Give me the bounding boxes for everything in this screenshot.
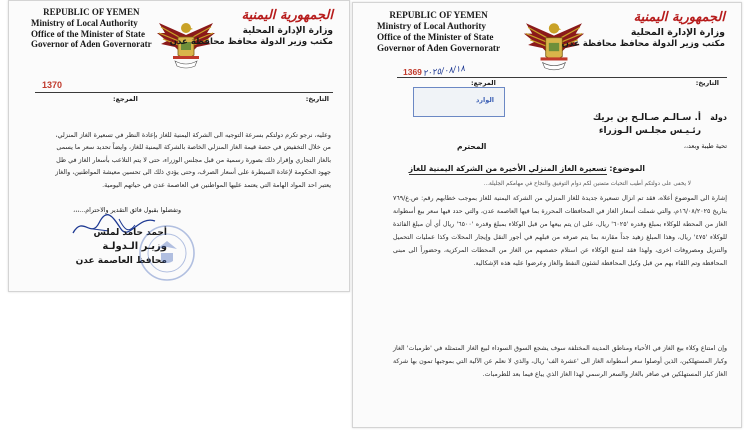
reference-label: المرجع:: [113, 95, 138, 103]
signatory-title: وزيـر الـدولـة: [102, 241, 167, 253]
body-line: من خلال التخفيض في حصة قيمة الغاز المنزلي الخاصة بالشركة اليمنية للغاز، وايضاً تحديد سعر ما يسمى: [56, 143, 331, 152]
reference-number: 1370: [42, 80, 63, 90]
greeting: تحية طيبة وبعد،،: [683, 142, 727, 150]
english-letterhead: [377, 10, 500, 54]
office-name: Office of the Minister of State: [377, 32, 494, 43]
arabic-letterhead: [562, 9, 725, 51]
paragraph-2: [393, 343, 727, 382]
arabic-letterhead: [170, 7, 333, 48]
body-line: يعتبر احد المواد الهامة التي يعتمد عليها المواطنين في العاصمة عدن في حياتهم اليومية.: [102, 180, 331, 189]
received-stamp: [413, 87, 505, 117]
office-name: Office of the Minister of State: [31, 28, 146, 39]
addressee-name: أ. سـالـم صـالـح بن بريك: [592, 113, 701, 123]
governor-title: Governor of Aden Governoratr: [31, 39, 152, 50]
arabic-office-name: مكتب وزير الدولة محافظ محافظة عدن: [561, 39, 725, 50]
paragraph-1: [393, 193, 727, 270]
header-divider: [397, 77, 727, 78]
signatory-name: أحمد حامد لملس: [93, 228, 167, 238]
signatory-position: محافظ العاصمة عدن: [75, 255, 167, 266]
ministry-name: Ministry of Local Authority: [377, 21, 486, 32]
handwritten-date: ٢٠٢٥/٠٨/١٨: [422, 63, 466, 79]
country-name: REPUBLIC OF YEMEN: [389, 10, 488, 20]
reference-label: المرجع:: [471, 79, 496, 87]
reference-number: 1369: [403, 67, 422, 77]
date-label: التاريخ:: [305, 95, 329, 103]
subject-label: الموضوع:: [609, 164, 645, 173]
letter-subject: [409, 164, 645, 173]
intro-line: لا يخفى على دولتكم أطيب التحيات متمنين لكم دوام التوفيق والنجاح في مهامكم الجليلة...: [483, 181, 691, 187]
header-divider: [35, 92, 333, 93]
received-stamp-text: الوارد: [475, 96, 494, 104]
subject-text: تسعيرة الغاز المنزلي الأخيرة من الشركة اليمنية للغاز: [408, 164, 607, 173]
official-seal-stamp-icon: [137, 223, 197, 283]
letter-body: [39, 129, 331, 191]
letter-page-right: [352, 2, 742, 428]
arabic-office-name: مكتب وزير الدولة محافظ محافظة عدن: [169, 36, 333, 47]
body-line: وعليه، نرجو تكرم دولتكم بسرعة التوجيه الى الشركة اليمنية للغاز بإعادة النظر في تسعيرة الغاز المنزلي،: [55, 131, 331, 139]
arabic-country-name: الجمهورية اليمنية: [633, 10, 725, 25]
letter-page-left: [8, 0, 350, 292]
english-letterhead: [31, 7, 152, 50]
arabic-country-name: الجمهورية اليمنية: [241, 8, 333, 23]
arabic-ministry-name: وزارة الإدارة المحلية: [630, 26, 725, 38]
closing-line: وتفضلوا بقبول فائق التقدير والاحترام...،،،: [73, 207, 181, 214]
body-line: جهود الحكومة لإعادة السيطرة على أسعار الصرف، وحتى يؤدي ذلك الى تحسين معيشة المواطنين، والغاز: [55, 168, 331, 177]
paragraph-1-text: إشارة الى الموضوع أعلاه، فقد تم انزال تسعيرة جديدة للغاز المنزلي من الشركة اليمنية للغاز بموجب خطابهم رقم: ص.ع/٧٦٩ بتاريخ ١٦/٠٨/٢٠٢٥م، والتي شملت أسعار الغاز في المحافظات المحررة بما فيها العاصمة عدن، والتي حدد فيها سعر بيع أسطوانة الغاز من المحطة للوكلاء بمبلغ وقدره '٦٠٢٥' ريال، على ان يتم بيعها من قبل الوكلاء بمبلغ وقدره '٦٥٠٠' ريال أي أن مبلغ الفائدة للوكلاء '٤٧٥' ريال، وهذا المبلغ زهيد جداً مقارنة بما يتم صرفه من قبلهم في أجور النقل وإيجار المحلات وكذا عمليات التحميل والتنزيل ومصروفات اخرى، ولهذا فقد امتنع الوكلاء عن استلام حصصهم من الغاز من المحطات المركزية، وحضوراً الى مبنى المحافظة وتم اللقاء بهم من قبل وكيل المحافظة لشئون النفط والغاز وعرضوا عليه هذه الإشكالية.: [393, 195, 727, 267]
arabic-ministry-name: وزارة الإدارة المحلية: [242, 25, 333, 36]
date-label: التاريخ:: [695, 79, 719, 87]
honorific: المحترم: [457, 142, 487, 151]
addressee-label: دولة: [710, 113, 727, 122]
governor-title: Governor of Aden Governoratr: [377, 43, 501, 54]
country-name: REPUBLIC OF YEMEN: [43, 7, 140, 17]
body-line: بالغاز التجاري وإقرار ذلك بصورة رسمية من قبل مجلس الوزراء، حتى لا يتم التلاعب بأسعار الغاز في ظل: [56, 155, 331, 164]
addressee-title: رئـيـس مجلـس الـوزراء: [598, 126, 701, 136]
paragraph-2-text: وإن امتناع وكلاء بيع الغاز في الأحياء ومناطق المدينة المختلفة سوف يشجع السوق السوداء لبيع الغاز المتمثلة في 'طرمبات' الغاز وكبار المستهلكين، الذين أوصلوا سعر أسطوانة الغاز الى 'عشرة الف' ريال، والذي لا نعلم عن الآلية التي بموجبها تمون بها شركة الغاز كبار المستهلكين في صافر بالغاز والسعر الرسمي لهذا الغاز الذي يباع فيما بعد للطرمبات.: [393, 345, 727, 378]
ministry-name: Ministry of Local Authority: [31, 17, 138, 28]
